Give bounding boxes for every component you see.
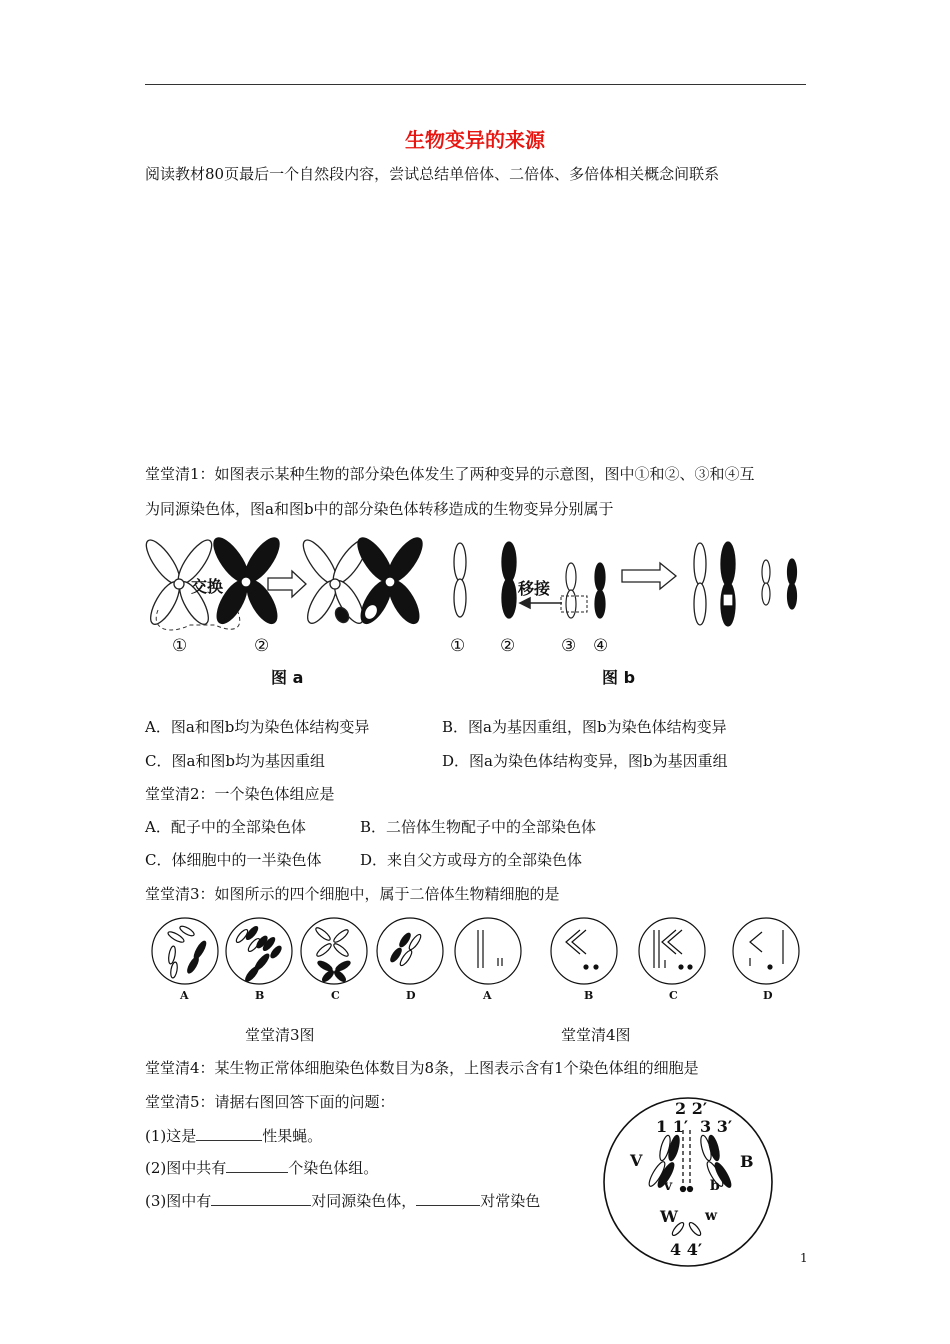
- fig-a-exchange-label: 交换: [191, 577, 224, 596]
- q1-stem-line2: 为同源染色体，图a和图b中的部分染色体转移造成的生物变异分别属于: [145, 500, 614, 518]
- q3-cell-label-a: A: [180, 989, 189, 1002]
- q2-option-a: A．配子中的全部染色体: [145, 818, 306, 836]
- q4-stem: 堂堂清4：某生物正常体细胞染色体数目为8条，上图表示含有1个染色体组的细胞是: [145, 1059, 699, 1077]
- fig-b-caption: 图 b: [602, 668, 636, 687]
- q5-q1-prefix: (1)这是: [145, 1127, 197, 1145]
- diagram-label-V: V: [630, 1151, 643, 1170]
- q1-option-c: C．图a和图b均为基因重组: [145, 752, 326, 770]
- q1-option-d: D．图a为染色体结构变异，图b为基因重组: [442, 752, 728, 770]
- fig-a-caption: 图 a: [271, 668, 304, 687]
- q4-cell-label-d: D: [763, 989, 773, 1002]
- fig-a-num2: ②: [254, 636, 270, 656]
- fig-b-num1: ①: [450, 636, 466, 656]
- q2-option-b: B．二倍体生物配子中的全部染色体: [360, 818, 597, 836]
- diagram-label-right: 3 3′: [700, 1117, 733, 1136]
- diagram-label-W: W: [660, 1207, 678, 1226]
- q1-option-a: A．图a和图b均为染色体结构变异: [145, 718, 370, 736]
- q3-stem: 堂堂清3：如图所示的四个细胞中，属于二倍体生物精细胞的是: [145, 885, 560, 903]
- q5-q3-suffix: 对常染色: [480, 1192, 541, 1210]
- fig-b-num3: ③: [561, 636, 577, 656]
- intro-text: 阅读教材80页最后一个自然段内容，尝试总结单倍体、二倍体、多倍体相关概念间联系: [145, 165, 720, 183]
- diagram-label-B: B: [740, 1152, 754, 1171]
- fig-b-num4: ④: [593, 636, 609, 656]
- q3-cell-label-c: C: [331, 989, 340, 1002]
- q3-cell-label-d: D: [406, 989, 416, 1002]
- diagram-label-left: 1 1′: [656, 1117, 689, 1136]
- diagram-label-top: 2 2′: [675, 1099, 708, 1118]
- q5-q2-suffix: 个染色体组。: [288, 1159, 379, 1177]
- q2-stem: 堂堂清2：一个染色体组应是: [145, 785, 335, 803]
- q5-q3-prefix: (3)图中有: [145, 1192, 212, 1210]
- q5-q2-prefix: (2)图中共有: [145, 1159, 227, 1177]
- diagram-label-w: w: [705, 1208, 718, 1224]
- q5-stem: 堂堂清5：请据右图回答下面的问题：: [145, 1093, 395, 1111]
- page-number: 1: [800, 1251, 808, 1265]
- q3-caption: 堂堂清3图: [245, 1026, 315, 1044]
- diagram-label-b: b: [710, 1178, 720, 1194]
- q4-cell-label-b: B: [584, 989, 594, 1002]
- q4-caption: 堂堂清4图: [561, 1026, 631, 1044]
- fig-a-num1: ①: [172, 636, 188, 656]
- fig-b-move-label: 移接: [518, 579, 551, 598]
- q5-q1-suffix: 性果蝇。: [262, 1127, 323, 1145]
- q4-cell-label-a: A: [483, 989, 492, 1002]
- fig-b-num2: ②: [500, 636, 516, 656]
- q1-stem-line1: 堂堂清1：如图表示某种生物的部分染色体发生了两种变异的示意图，图中①和②、③和④互: [145, 465, 755, 483]
- q4-cell-label-c: C: [669, 989, 678, 1002]
- q2-option-d: D．来自父方或母方的全部染色体: [360, 851, 583, 869]
- q2-option-c: C．体细胞中的一半染色体: [145, 851, 322, 869]
- page-title: 生物变异的来源: [405, 128, 545, 152]
- q5-q3-mid: 对同源染色体，: [311, 1192, 417, 1210]
- q3-cell-label-b: B: [255, 989, 265, 1002]
- diagram-label-v: v: [664, 1178, 673, 1194]
- q1-option-b: B．图a为基因重组，图b为染色体结构变异: [442, 718, 727, 736]
- diagram-label-bottom: 4 4′: [670, 1240, 703, 1259]
